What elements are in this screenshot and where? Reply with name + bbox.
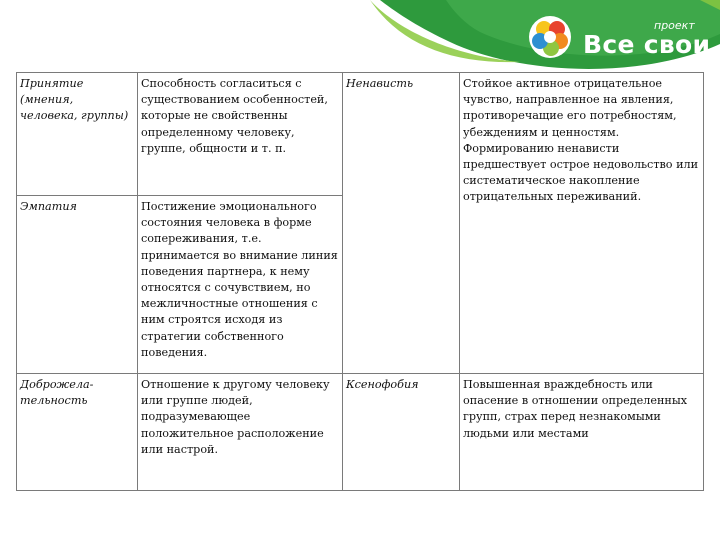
definition-cell: Способность согласиться с существованием особенностей, которые не свойственны определенному человеку, группе, общности и т. п.: [138, 73, 343, 196]
table-row: [17, 374, 704, 491]
logo-small-label: проект: [654, 19, 695, 32]
antonym-definition-cell: Повышенная враждебность или опасение в отношении определенных групп, страх перед незнакомыми людьми или местами: [460, 374, 704, 491]
project-logo: [527, 14, 717, 64]
definitions-table: [16, 72, 704, 491]
term-cell: Доброжела-тельность: [17, 374, 138, 491]
logo-flower-icon: [527, 14, 573, 60]
antonym-cell: Ненависть: [343, 73, 460, 374]
logo-main-label: Все свои: [583, 30, 711, 59]
antonym-cell: Ксенофобия: [343, 374, 460, 491]
term-cell: Эмпатия: [17, 196, 138, 374]
table-row: [17, 73, 704, 196]
term-cell: Принятие (мнения, человека, группы): [17, 73, 138, 196]
definition-cell: Постижение эмоционального состояния человека в форме сопереживания, т.е. принимается во внимание линия поведения партнера, к нему относятся с сочувствием, но межличностные отношения с ним строятся исходя из стратегии собственного поведения.: [138, 196, 343, 374]
antonym-definition-cell: Стойкое активное отрицательное чувство, направленное на явления, противоречащие его потребностям, убеждениям и ценностям. Формированию ненависти предшествует острое недовольство или систематическое накопление отрицательных переживаний.: [460, 73, 704, 374]
definition-cell: Отношение к другому человеку или группе людей, подразумевающее положительное расположение или настрой.: [138, 374, 343, 491]
